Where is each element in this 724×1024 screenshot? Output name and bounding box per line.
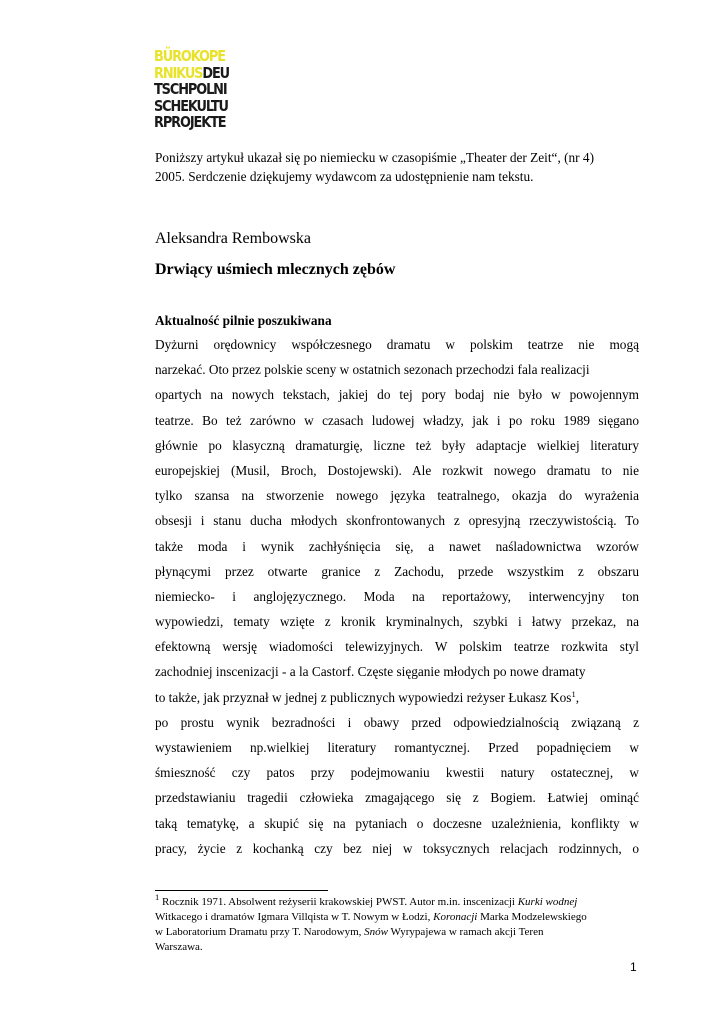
footnote-title: , Snów bbox=[358, 926, 388, 938]
logo-line: RPROJEKTE bbox=[154, 113, 226, 131]
body-line: narzekać. Oto przez polskie sceny w ostatnich sezonach przechodzi fala realizacji bbox=[155, 362, 590, 378]
body-line: także moda i wynik zachłyśnięcia się, a nawet naśladownictwa wzorów bbox=[155, 538, 639, 554]
body-line: tylko szansa na stworzenie nowego języka teatralnego, okazja do wyrażenia bbox=[155, 488, 639, 504]
body-line: śmieszność czy patos przy podejmowaniu kwestii natury ostatecznej, w bbox=[155, 765, 639, 781]
body-line: po prostu wynik bezradności i obawy przed odpowiedzialnością związaną z bbox=[155, 714, 639, 730]
footnote-line bbox=[155, 892, 645, 910]
author-name: Aleksandra Rembowska bbox=[155, 230, 311, 247]
body-line: niemiecko- i anglojęzycznego. Moda na reportażowy, interwencyjny ton bbox=[155, 588, 639, 604]
footnote-title: Koronacji bbox=[433, 911, 478, 923]
logo-line: TSCHPOLNI bbox=[154, 80, 227, 98]
footnote-title: Kurki wodnej bbox=[517, 896, 578, 908]
intro-note bbox=[155, 148, 645, 186]
body-line: przedstawianiu tragedii człowieka zmagającego się z Bogiem. Łatwiej ominąć bbox=[155, 790, 639, 806]
article-title: Drwiący uśmiech mlecznych zębów bbox=[155, 261, 396, 278]
body-line: wystawieniem np.wielkiej literatury romantycznej. Przed popadnięciem w bbox=[155, 740, 639, 755]
footnote-reference[interactable]: 1 bbox=[571, 688, 576, 699]
body-line: teatrze. Bo też zarówno w czasach ludowej władzy, jak i po roku 1989 sięgano bbox=[155, 412, 639, 428]
footnote-line: Warszawa. bbox=[155, 941, 203, 953]
intro-line: Poniższy artykuł ukazał się po niemiecku w czasopiśmie „Theater der Zeit“, (nr 4) bbox=[155, 150, 594, 165]
body-line: płynącymi przez otwarte granice z Zachodu, przede wszystkim z obszaru bbox=[155, 563, 639, 579]
body-line: zachodniej inscenizacji - a la Castorf. Częste sięganie młodych po nowe dramaty bbox=[155, 664, 586, 680]
body-line: głównie po klasyczną dramaturgię, liczne też były adaptacje wielkiej literatury bbox=[155, 437, 639, 453]
footnote-line bbox=[155, 910, 645, 925]
body-line-text: to także, jak przyznał w jednej z publicznych wypowiedzi reżyser Łukasz Kos bbox=[155, 689, 572, 705]
footnote-separator bbox=[155, 890, 328, 891]
footnote-text: Rocznik 1971. Absolwent reżyserii krakowskiej PWST. Autor m.in. inscenizacji bbox=[162, 896, 518, 908]
footnote-text: Marka Modzelewskiego bbox=[477, 911, 587, 923]
footnote-number: 1 bbox=[155, 892, 160, 902]
body-line: wypowiedzi, tematy wzięte z kronik kryminalnych, szybki i łatwy przekaz, na bbox=[155, 614, 639, 630]
body-line: pracy, życie z kochanką czy bez niej w toksycznych relacjach rodzinnych, o bbox=[155, 840, 639, 856]
body-line: efektowną wersję wiadomości telewizyjnych. W polskim teatrze rozkwita styl bbox=[155, 639, 639, 655]
body-line: opartych na nowych tekstach, jakiej do tej pory bodaj nie było w powojennym bbox=[155, 387, 639, 403]
article-body bbox=[155, 332, 639, 861]
footnote bbox=[155, 892, 645, 955]
body-line-with-footnote bbox=[155, 685, 639, 710]
body-line-punct: , bbox=[575, 689, 580, 705]
page-number: 1 bbox=[630, 960, 637, 974]
footnote-text: w Laboratorium Dramatu przy T. Narodowym bbox=[155, 926, 359, 938]
body-line: taką tematykę, a skupić się na pytaniach o doczesne uzależnienia, konflikty w bbox=[155, 815, 639, 831]
logo-line: SCHEKULTU bbox=[154, 96, 228, 115]
footnote-text: Witkacego i dramatów Igmara Villqista w T. Nowym w Łodzi, bbox=[155, 911, 434, 923]
body-line: obsesji i stanu ducha młodych skonfrontowanych z opresyjną rzeczywistością. To bbox=[155, 513, 639, 529]
body-line: europejskiej (Musil, Broch, Dostojewski). Ale rozkwit nowego dramatu to nie bbox=[155, 462, 639, 478]
body-line: Dyżurni orędownicy współczesnego dramatu w polskim teatrze nie mogą bbox=[155, 337, 639, 352]
footnote-line bbox=[155, 925, 645, 940]
logo-line: BÜROKOPE bbox=[154, 47, 225, 65]
footnote-text: Wyrypajewa w ramach akcji Teren bbox=[388, 926, 544, 938]
logo-line: RNIKUSDEU bbox=[154, 63, 230, 82]
section-heading: Aktualność pilnie poszukiwana bbox=[155, 313, 332, 328]
logo bbox=[154, 47, 230, 131]
intro-line: 2005. Serdczenie dziękujemy wydawcom za udostępnienie nam tekstu. bbox=[155, 169, 534, 184]
